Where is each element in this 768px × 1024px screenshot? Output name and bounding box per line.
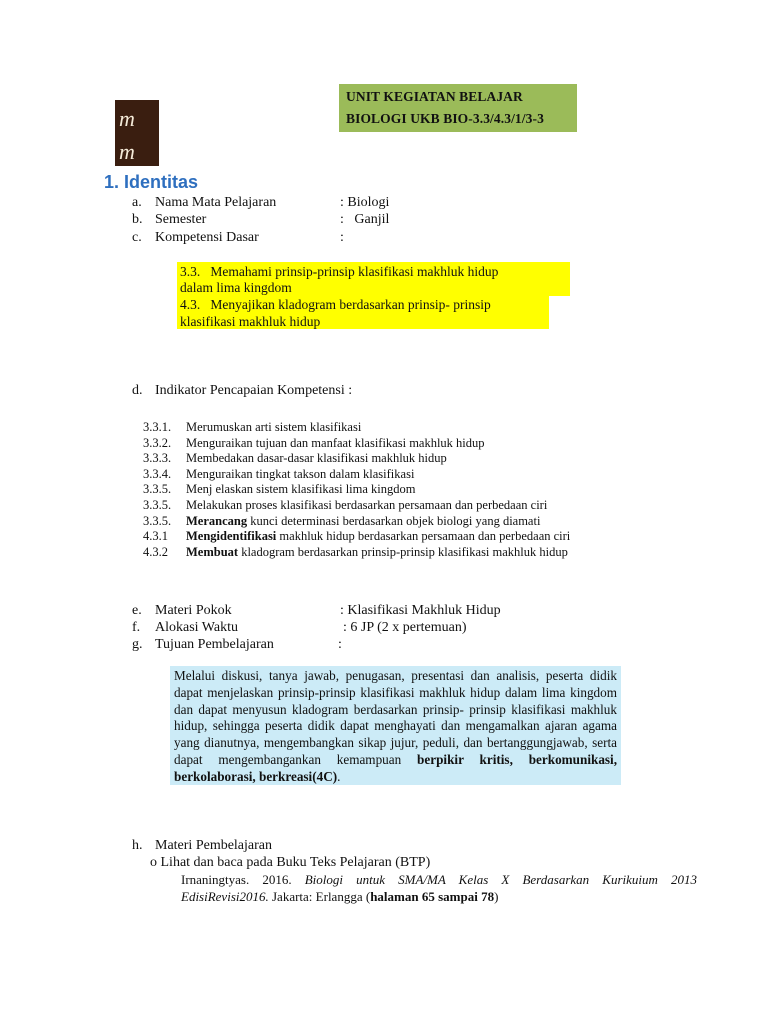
identitas-row xyxy=(132,194,142,211)
row-value: : Ganjil xyxy=(340,212,390,227)
row-letter: e. xyxy=(132,603,142,618)
item-verb: Membuat xyxy=(186,544,239,559)
row-value: : xyxy=(340,230,344,245)
item-text: kunci determinasi berdasarkan objek biologi yang diamati xyxy=(247,513,541,528)
row-label: Tujuan Pembelajaran xyxy=(155,637,274,652)
row-label: Kompetensi Dasar xyxy=(155,230,259,245)
item-number: 4.3.2 xyxy=(143,544,168,559)
row-letter: b. xyxy=(132,212,143,227)
row-label: Materi Pokok xyxy=(155,603,232,618)
kd-3-3-line1: 3.3. Memahami prinsip-prinsip klasifikasi makhluk hidup xyxy=(180,264,499,279)
tujuan-4c: berpikir kritis, berkomunikasi, berkolaborasi, berkreasi(4C) xyxy=(174,751,618,784)
item-text: makhluk hidup berdasarkan persamaan dan perbedaan ciri xyxy=(276,529,571,544)
item-text: Menguraikan tingkat takson dalam klasifikasi xyxy=(186,466,415,481)
row-label: Materi Pembelajaran xyxy=(155,838,273,853)
list-item xyxy=(143,436,570,452)
row-value: : Klasifikasi Makhluk Hidup xyxy=(340,603,501,618)
list-item xyxy=(143,498,570,514)
item-verb: Mengidentifikasi xyxy=(186,529,277,544)
indikator-list xyxy=(143,420,570,560)
row-letter: f. xyxy=(132,620,141,635)
list-item xyxy=(143,529,570,545)
item-text: Merumuskan arti sistem klasifikasi xyxy=(186,420,362,434)
item-number: 4.3.1 xyxy=(143,529,168,544)
row-letter: a. xyxy=(132,195,142,210)
kd-4-3-line2: klasifikasi makhluk hidup xyxy=(180,314,321,329)
row-letter: h. xyxy=(132,838,143,853)
row-label: Alokasi Waktu xyxy=(155,620,238,635)
list-item xyxy=(143,545,570,561)
item-number: 3.3.3. xyxy=(143,451,172,466)
list-item xyxy=(143,451,570,467)
logo-image xyxy=(115,100,159,166)
list-item xyxy=(143,514,570,530)
section-title-identitas: 1. Identitas xyxy=(104,172,199,192)
item-number: 3.3.5. xyxy=(143,497,172,512)
item-number: 3.3.5. xyxy=(143,513,172,528)
unit-header-box xyxy=(339,84,577,132)
list-item xyxy=(143,420,570,436)
unit-header-code: BIOLOGI UKB BIO-3.3/4.3/1/3-3 xyxy=(346,111,544,126)
item-number: 3.3.4. xyxy=(143,466,172,481)
materi-reference xyxy=(181,871,697,905)
unit-header-title: UNIT KEGIATAN BELAJAR xyxy=(346,89,523,104)
list-item xyxy=(143,467,570,483)
item-number: 3.3.5. xyxy=(143,482,172,497)
materi-bullet: o Lihat dan baca pada Buku Teks Pelajaran (BTP) xyxy=(150,855,431,870)
indikator-heading: Indikator Pencapaian Kompetensi : xyxy=(155,383,353,398)
ref-publisher: Jakarta: Erlangga ( xyxy=(268,889,371,904)
tujuan-paragraph xyxy=(174,668,617,786)
row-letter: c. xyxy=(132,230,142,245)
row-value: : 6 JP (2 x pertemuan) xyxy=(343,620,467,635)
row-letter: g. xyxy=(132,637,143,652)
row-letter: d. xyxy=(132,383,143,398)
row-value: : Biologi xyxy=(340,195,390,210)
row-label: Semester xyxy=(155,212,207,227)
item-verb: Merancang xyxy=(186,513,248,528)
item-number: 3.3.1. xyxy=(143,420,172,434)
list-item xyxy=(143,482,570,498)
logo-glyph: m xyxy=(119,106,135,131)
tujuan-text: Melalui diskusi, tanya jawab, penugasan, presentasi dan analisis, peserta didik dapat menjelaskan prinsip-prinsip klasifikasi makhluk hidup dalam lima kingdom dan dapat menyusun kladogram berdasarkan prinsip- prinsip klasifikasi makhluk hidup, sehingga peserta didik dapat menghayati dan mengamalkan ajaran agama yang dianutnya, mengembangkan sikap jujur, peduli, dan bertanggungjawab, serta dapat mengembangankan kemampuan xyxy=(174,668,617,767)
item-text: Membedakan dasar-dasar klasifikasi makhluk hidup xyxy=(186,451,447,466)
kd-3-3-line2: dalam lima kingdom xyxy=(180,280,292,295)
row-label: Nama Mata Pelajaran xyxy=(155,195,277,210)
ref-author: Irnaningtyas. 2016. xyxy=(181,872,305,887)
item-text: Melakukan proses klasifikasi berdasarkan persamaan dan perbedaan ciri xyxy=(186,497,548,512)
kd-4-3-line1: 4.3. Menyajikan kladogram berdasarkan prinsip- prinsip xyxy=(180,297,491,312)
item-number: 3.3.2. xyxy=(143,435,172,450)
ref-title: Biologi untuk SMA/MA Kelas X Berdasarkan Kurikuium 2013 EdisiRevisi2016. xyxy=(181,872,698,904)
logo-glyph: m xyxy=(119,139,135,164)
ref-pages: halaman 65 sampai 78 xyxy=(370,889,495,904)
item-text: Menguraikan tujuan dan manfaat klasifikasi makhluk hidup xyxy=(186,435,485,450)
ref-close: ) xyxy=(494,889,499,904)
tujuan-pembelajaran-box xyxy=(170,666,621,785)
tujuan-end: . xyxy=(337,768,341,784)
row-value: : xyxy=(338,637,342,652)
item-text: kladogram berdasarkan prinsip-prinsip klasifikasi makhluk hidup xyxy=(238,544,568,559)
item-text: Menj elaskan sistem klasifikasi lima kingdom xyxy=(186,482,416,497)
